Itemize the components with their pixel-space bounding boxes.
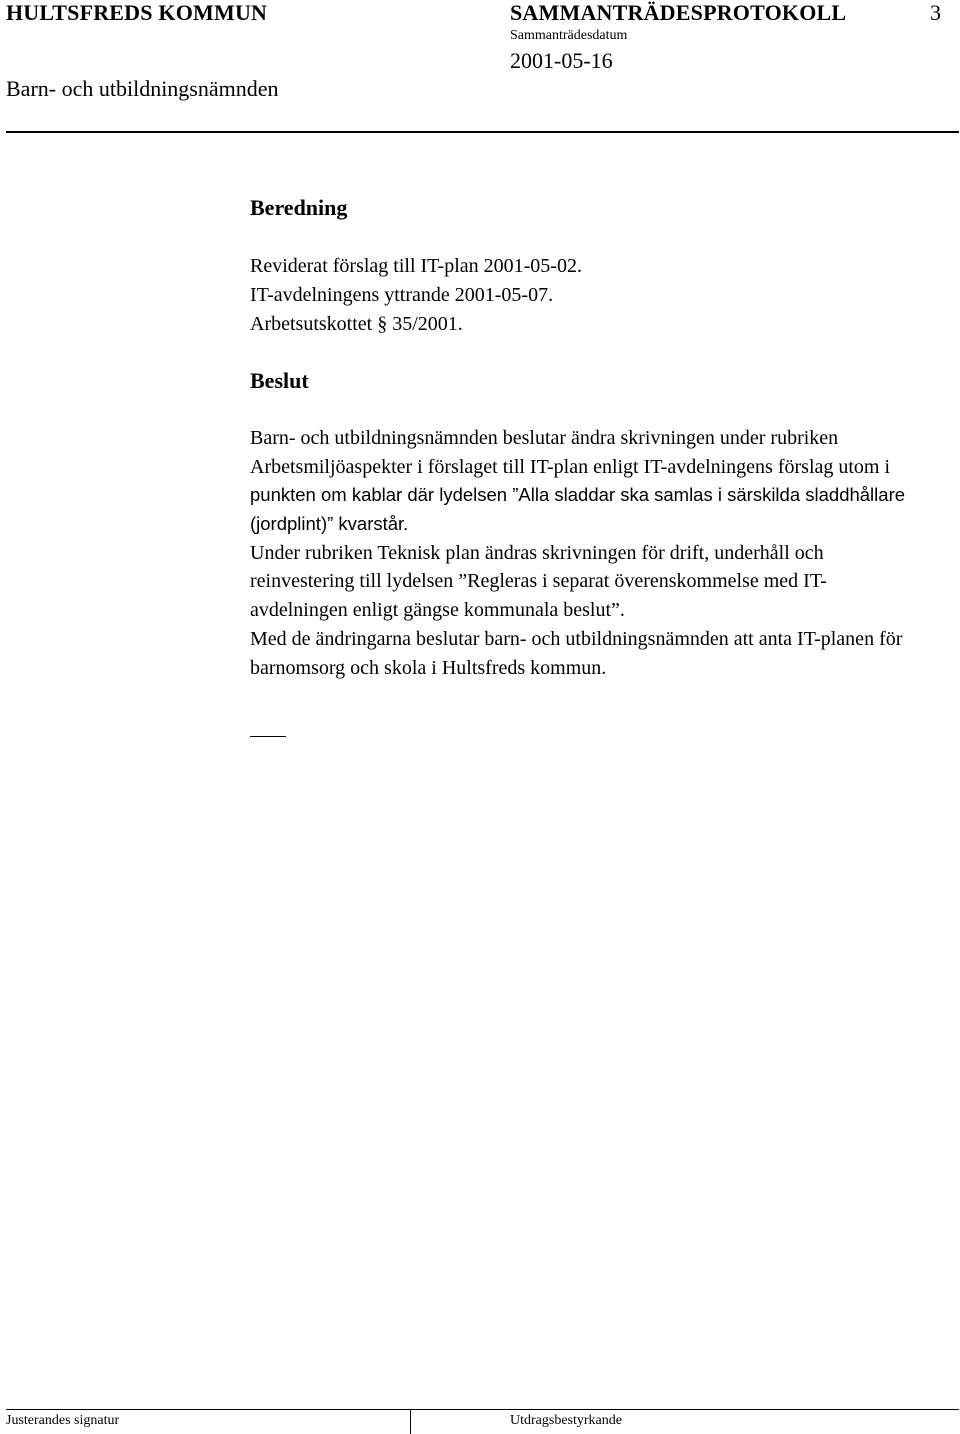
committee-name: Barn- och utbildningsnämnden <box>6 76 279 101</box>
decision-heading: Beslut <box>250 368 309 393</box>
decision-line: barnomsorg och skola i Hultsfreds kommun. <box>250 656 607 679</box>
footer-column-separator <box>410 1409 411 1434</box>
end-of-section-mark <box>250 736 286 737</box>
decision-line: Arbetsmiljöaspekter i förslaget till IT-plan enligt IT-avdelningens förslag utom i <box>250 455 891 478</box>
header-divider <box>6 131 959 133</box>
decision-line: avdelningen enligt gängse kommunala beslut”. <box>250 599 625 622</box>
document-type: SAMMANTRÄDESPROTOKOLL <box>510 0 847 25</box>
page-number: 3 <box>930 0 941 25</box>
preparation-line: IT-avdelningens yttrande 2001-05-07. <box>250 284 554 306</box>
decision-line: Med de ändringarna beslutar barn- och utbildningsnämnden att anta IT-planen för <box>250 627 903 650</box>
meeting-date: 2001-05-16 <box>510 48 613 73</box>
preparation-line: Arbetsutskottet § 35/2001. <box>250 313 463 335</box>
decision-text <box>250 424 960 682</box>
organization-name: HULTSFREDS KOMMUN <box>6 0 268 25</box>
signature-label: Justerandes signatur <box>6 1413 120 1428</box>
preparation-line: Reviderat förslag till IT-plan 2001-05-02. <box>250 255 582 277</box>
meeting-date-label: Sammanträdesdatum <box>510 28 628 43</box>
decision-line: punkten om kablar där lydelsen ”Alla sladdar ska samlas i särskilda sladdhållare <box>250 484 906 506</box>
decision-line: reinvestering till lydelsen ”Regleras i separat överenskommelse med IT- <box>250 570 827 593</box>
preparation-list <box>250 252 582 339</box>
preparation-heading: Beredning <box>250 195 348 220</box>
decision-line: (jordplint)” kvarstår. <box>250 513 409 535</box>
extract-certification-label: Utdragsbestyrkande <box>510 1413 622 1428</box>
decision-line: Under rubriken Teknisk plan ändras skrivningen för drift, underhåll och <box>250 541 824 564</box>
footer-divider <box>6 1409 959 1410</box>
decision-line: Barn- och utbildningsnämnden beslutar ändra skrivningen under rubriken <box>250 427 839 449</box>
